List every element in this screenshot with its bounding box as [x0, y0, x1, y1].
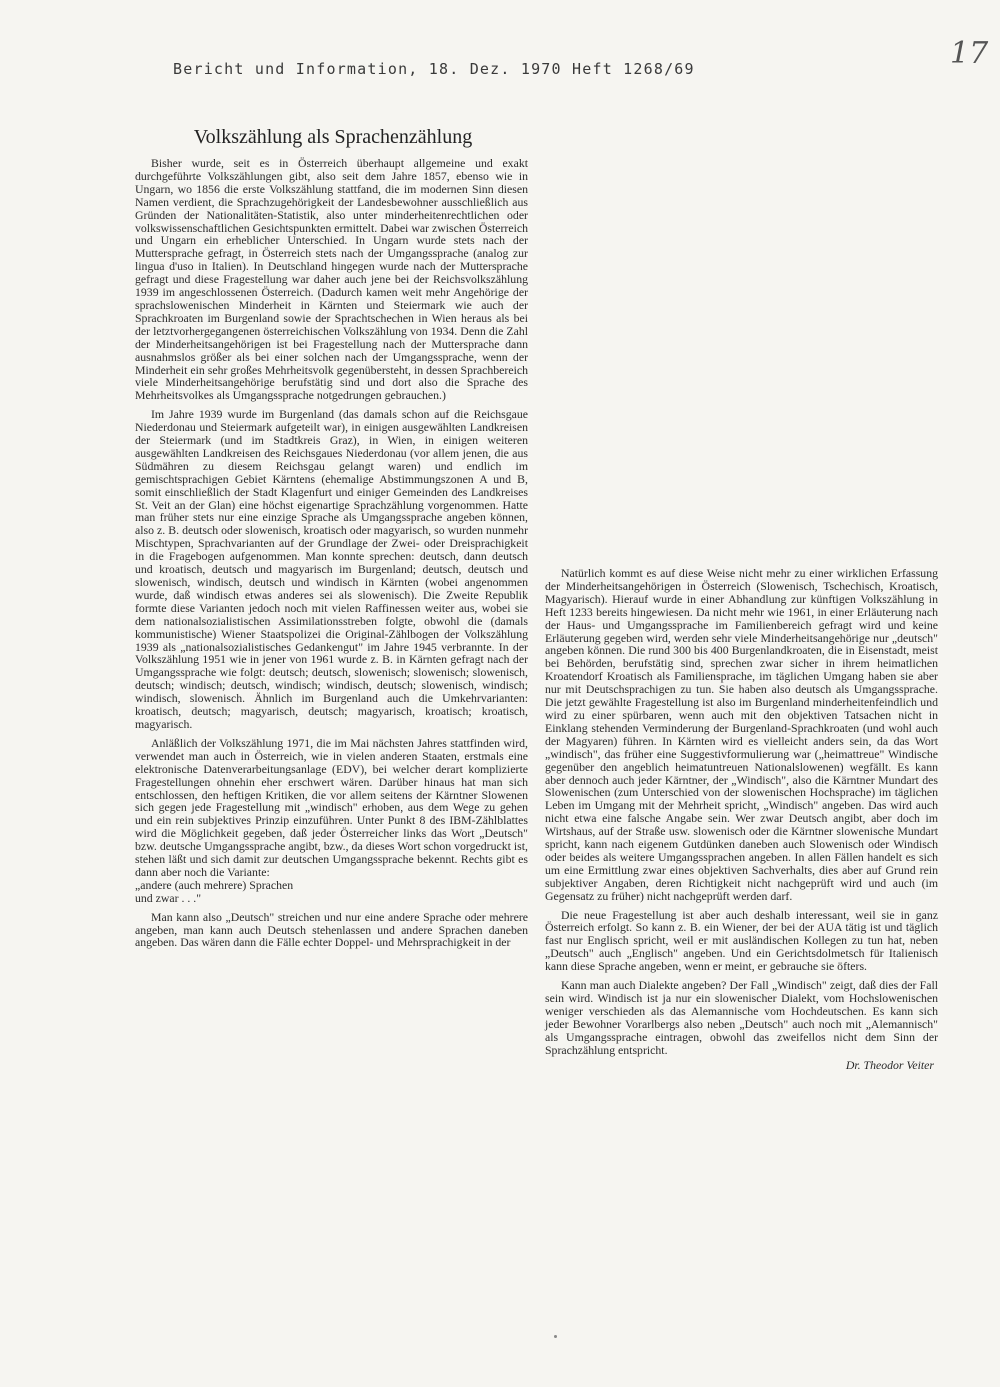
- handwritten-page-number: 17: [950, 36, 989, 71]
- paragraph: Anläßlich der Volkszählung 1971, die im Mai nächsten Jahres stattfinden wird, verwendet man auch in Österreich, wie in vielen anderen Staaten, erstmals eine elektronische Datenverarbeitungsanlage (EDV), bei welcher derart komplizierte Fragestellungen ohnehin eher erschwert wären. Darüber hinaus hat man sich entschlossen, den heftigen Kritiken, die vor allem seitens der Kärntner Slowenen sich gegen jede Fragestellung mit „windisch" erhoben, aus dem Wege zu gehen und ein rein subjektives Prinzip einzuführen. Unter Punkt 8 des IBM-Zählblattes wird die Möglichkeit gegeben, daß jeder Österreicher links das Wort „Deutsch" bzw. deutsche Umgangssprache angibt, bzw., da dieses Wort schon vorgedruckt ist, stehen läßt und sich damit zur deutschen Umgangssprache bekennt. Rechts gibt es dann aber noch die Variante:: [135, 735, 528, 879]
- paragraph: Natürlich kommt es auf diese Weise nicht mehr zu einer wirklichen Erfassung der Minderheitsangehörigen in Österreich (Slowenisch, Tschechisch, Kroatisch, Magyarisch). Hierauf wurde in einer Abhandlung zur künftigen Volkszählung in Heft 1233 bereits hingewiesen. Da nicht mehr wie 1961, in einer Erläuterung nach der Haus- und Umgangssprache im Familienbereich gefragt wird und keine Erläuterung gegeben wird, werden sehr viele Minderheitsangehörige nur „deutsch" angeben können. Die rund 300 bis 400 Burgenlandkroaten, die in Eisenstadt, meist bei Behörden, berufstätig sind, sprechen zwar sicher in ihrem heimatlichen Kroatendorf Kroatisch als Familiensprache, im täglichen Umgang haben sie aber nur mit Deutschsprachigen zu tun. Sie haben also deutsch als Umgangssprache. Die jetzt gewählte Fragestellung ist also im Burgenland minderheitenfeindlich und wird zu einer spürbaren, wenn auch mit den objektiven Tatsachen nicht in Einklang stehenden Verminderung der Burgenland-Sprachkroaten (und wohl auch der Magyaren) führen. In Kärnten wird es vielleicht anders sein, da das Wort „windisch", das früher eine Suggestivformulierung war („heimattreue" Windische gegenüber den angeblich heimatuntreuen Nationalslowenen) wegfällt. Es kann aber dennoch auch jeder Kärntner, der „Windisch", also die Kärntner Mundart des Slowenischen (zum Unterschied von der slowenischen Hochsprache) im täglichen Leben im Umgang mit der Mehrheit spricht, „Windisch" angeben. Das wird auch nicht etwa eine falsche Angabe sein. Wer zwar Deutsch angibt, aber doch im Wirtshaus, auf der Straße usw. slowenisch oder die Kärntner slowenische Mundart spricht, kann nach eigenem Gutdünken daneben auch Slowenisch oder Windisch oder beides als weitere Umgangssprachen angeben. In allen Fällen handelt es sich um eine Ermittlung zwar eines objektiven Sachverhalts, dies aber auf Grund rein subjektiver Angaben, deren Richtigkeit nicht nachgeprüft wird und auch (im Gegensatz zu früher) nicht nachgeprüft werden darf.: [545, 566, 938, 903]
- quote-line: und zwar . . .": [135, 890, 202, 905]
- paragraph: Man kann also „Deutsch" streichen und nur eine andere Sprache oder mehrere angeben, man kann auch Deutsch stehenlassen und andere Sprachen daneben angeben. Das wären dann die Fälle echter Doppel- und Mehrsprachigkeit in der: [135, 909, 528, 950]
- paragraph: Bisher wurde, seit es in Österreich überhaupt allgemeine und exakt durchgeführte Volkszählungen gibt, also seit dem Jahre 1857, ebenso wie in Ungarn, wo 1856 die erste Volkszählung stattfand, die im modernen Sinn diesen Namen verdient, die Sprachzugehörigkeit der Landesbewohner ausschließlich aus Gründen der Nationalitäten-Statistik, also unter minderheitenrechtlichen oder volkswissenschaftlichen Gesichtspunkten ermittelt. Dabei war zwischen Österreich und Ungarn ein erheblicher Unterschied. In Ungarn wurde stets nach der Muttersprache gefragt, in Österreich stets nach der Umgangssprache (analog zur lingua d'uso in Italien). In Deutschland hingegen wurde nach der Muttersprache gefragt und diese Fragestellung war daher auch jene bei der Reichsvolkszählung 1939 im angeschlossenen Österreich. (Dadurch kamen weit mehr Angehörige der sprachslowenischen Minderheit in Kärnten und Steiermark wie auch der Sprachkroaten im Burgenland sowie der Sprachtschechen in Wien heraus als bei der letztvorhergegangenen österreichischen Volkszählung von 1934. Denn die Zahl der Minderheitsangehörigen ist bei Fragestellung nach der Muttersprache dann ausnahmslos größer als bei einer solchen nach der Umgangssprache, wenn der Minderheit ein sehr großes Mehrheitsvolk gegenübersteht, in dessen Sprachbereich viele Minderheitsangehörige berufstätig sind und dort also die Sprache des Mehrheitsvolkes als Umgangssprache notgedrungen gebrauchen.): [135, 156, 528, 403]
- paragraph: Im Jahre 1939 wurde im Burgenland (das damals schon auf die Reichsgaue Niederdonau und Steiermark aufgeteilt war), in einigen ausgewählten Landkreisen der Steiermark (und im Stadtkreis Graz), in Wien, in einigen weiteren ausgewählten Landkreisen des Reichsgaues Niederdonau (vor allem jenen, die aus Südmähren zu diesem Reichsgau gelangt waren) und endlich im gemischtsprachigen Gebiet Kärntens (ehemalige Abstimmungszonen A und B, somit einschließlich der Stadt Klagenfurt und einiger Gemeinden des Landkreises St. Veit an der Glan) eine höchst eigenartige Sprachzählung vorgenommen. Hatte man früher stets nur eine einzige Sprache als Umgangssprache angeben können, also z. B. deutsch oder slowenisch, kroatisch oder magyarisch, so wurden nunmehr Mischtypen, Sprachvarianten auf der Grundlage der Zwei- oder Dreisprachigkeit in die Fragebogen aufgenommen. Man konnte sprechen: deutsch, dann deutsch und kroatisch, deutsch und magyarisch im Burgenland; deutsch, deutsch und slowenisch, windisch, deutsch und windisch in Kärnten (wobei angenommen wurde, daß windisch etwas anderes sei als slowenisch). Die Zweite Republik formte diese Varianten jedoch noch mit vielen Raffinessen weiter aus, wobei sie dem nationalsozialistischen Assimilationsstreben folgte, obwohl die (damals kommunistische) Wiener Staatspolizei die Original-Zählbogen der Volkszählung 1939 als „nationalsozialistisches Gedankengut" im Jahre 1945 verbrannte. In der Volkszählung 1951 wie in jener von 1961 wurde z. B. in Kärnten gefragt nach der Umgangssprache wie folgt: deutsch; deutsch, slowenisch; slowenisch; slowenisch, deutsch; windisch; deutsch, windisch; windisch, deutsch; slowenisch, windisch; windisch, slowenisch. Ähnlich im Burgenland auch die Umkehrvarianten: kroatisch, deutsch; magyarisch, deutsch; magyarisch, kroatisch; kroatisch, magyarisch.: [135, 407, 528, 731]
- quote-line: „andere (auch mehrere) Sprachen: [135, 877, 294, 892]
- article-title: Volkszählung als Sprachenzählung: [193, 126, 473, 148]
- article-column-left: [135, 157, 528, 955]
- author-signature: Dr. Theodor Veiter: [845, 1057, 934, 1072]
- paper-mark: [554, 1335, 557, 1338]
- article-column-right: [545, 567, 938, 1071]
- paragraph: Die neue Fragestellung ist aber auch deshalb interessant, weil sie in ganz Österreich erfolgt. So kann z. B. ein Wiener, der bei der AUA tätig ist und täglich fast nur Englisch spricht, weil er mit ausländischen Kollegen zu tun hat, neben „Deutsch" auch „Englisch" angeben. Und ein Gerichtsdolmetsch für Italienisch kann diese Sprache angeben, wenn er meint, er gebrauche sie öfters.: [545, 907, 938, 974]
- paragraph: Kann man auch Dialekte angeben? Der Fall „Windisch" zeigt, daß dies der Fall sein wird. Windisch ist ja nur ein slowenischer Dialekt, vom Hochslowenischen weniger verschieden als das Alemannische vom Hochdeutschen. Es kann sich jeder Bewohner Vorarlbergs also neben „Deutsch" auch noch mit „Alemannisch" als Umgangssprache eintragen, obwohl das zweifellos nicht dem Sinn der Sprachzählung entspricht.: [545, 978, 938, 1057]
- page-header: Bericht und Information, 18. Dez. 1970 Heft 1268/69: [173, 60, 695, 78]
